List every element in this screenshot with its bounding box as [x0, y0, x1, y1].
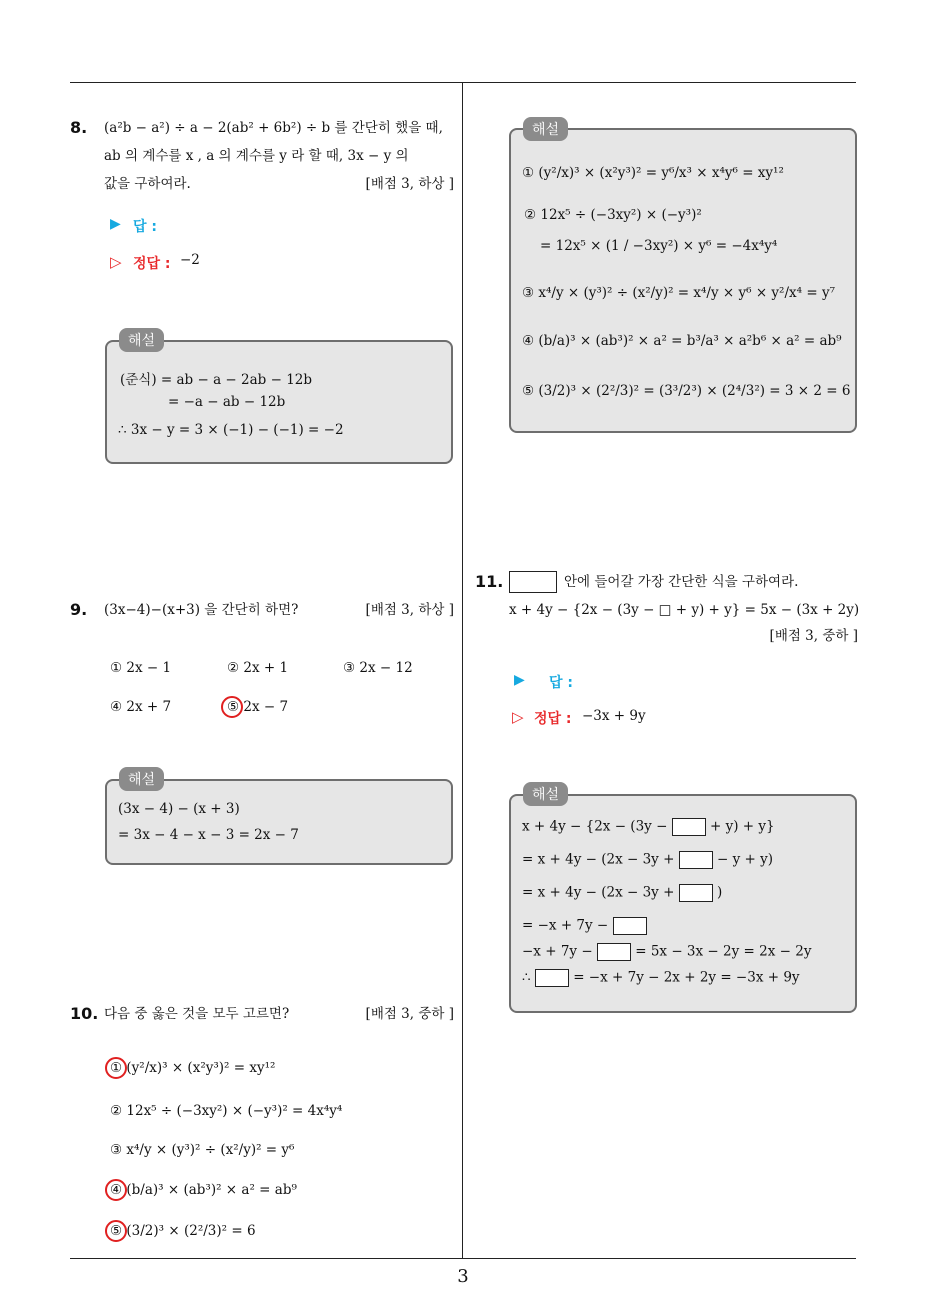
- q10-explain-line: ② 12x⁵ ÷ (−3xy²) × (−y³)²: [524, 207, 702, 223]
- q10-option-5[interactable]: ⑤ (3/2)³ × (2²/3)² = 6: [110, 1223, 256, 1239]
- q11-explain-tag: 해설: [523, 782, 568, 806]
- q10-explain-line: = 12x⁵ × (1 / −3xy²) × y⁶ = −4x⁴y⁴: [540, 238, 778, 254]
- q11-explain-line: [522, 917, 647, 935]
- selected-mark-icon: [105, 1057, 127, 1079]
- correct-arrow-icon: ▷: [110, 253, 122, 271]
- blank-box: [613, 917, 647, 935]
- q11-explain-line: [522, 884, 722, 902]
- q9-option-2[interactable]: ② 2x + 1: [227, 660, 289, 676]
- q10-explain-line: ⑤ (3/2)³ × (2²/3)² = (3³/2³) × (2⁴/3²) = 3 × 2 = 6: [522, 383, 851, 399]
- expr: x + 4y − {2x − (3y −: [522, 818, 668, 835]
- q9-option-1[interactable]: ① 2x − 1: [110, 660, 172, 676]
- q9-explain-box: [105, 779, 453, 865]
- blank-box: [679, 851, 713, 869]
- correct-arrow-icon: ▷: [512, 708, 524, 726]
- expr: = −x + 7y − 2x + 2y = −3x + 9y: [573, 969, 800, 986]
- selected-mark-icon: [221, 696, 243, 718]
- q11-text: 안에 들어갈 가장 간단한 식을 구하여라.: [564, 574, 799, 590]
- blank-box: [679, 884, 713, 902]
- q8-line1: (a²b − a²) ÷ a − 2(ab² + 6b²) ÷ b 를 간단히 했을 때,: [104, 120, 443, 136]
- q10-option-3[interactable]: ③ x⁴/y × (y³)² ÷ (x²/y)² = y⁶: [110, 1142, 295, 1158]
- answer-arrow-icon: ▶: [110, 216, 121, 232]
- q11-equation: x + 4y − {2x − (3y − □ + y) + y} = 5x − (3x + 2y): [509, 602, 860, 618]
- q10-explain-line: ① (y²/x)³ × (x²y³)² = y⁶/x³ × x⁴y⁶ = xy¹²: [522, 165, 784, 181]
- q10-option-4[interactable]: ④ (b/a)³ × (ab³)² × a² = ab⁹: [110, 1182, 297, 1198]
- q8-explain-tag: 해설: [119, 328, 164, 352]
- q8-explain-line: = −a − ab − 12b: [168, 394, 286, 410]
- page-number: 3: [457, 1266, 469, 1287]
- expr: −x + 7y −: [522, 943, 593, 960]
- q8-line3: 값을 구하여라.: [104, 176, 191, 192]
- q9-option-5[interactable]: ⑤ 2x − 7: [227, 699, 289, 715]
- expr: ): [717, 884, 723, 901]
- q11-explain-line: [522, 969, 800, 987]
- q10-score: [배점 3, 중하 ]: [365, 1006, 454, 1022]
- expr: = −x + 7y −: [522, 917, 609, 934]
- q11-number: 11.: [475, 572, 504, 591]
- q10-explain-line: ③ x⁴/y × (y³)² ÷ (x²/y)² = x⁴/y × y⁶ × y²/x⁴ = y⁷: [522, 285, 835, 301]
- q8-score: [배점 3, 하상 ]: [365, 176, 454, 192]
- selected-mark-icon: [105, 1179, 127, 1201]
- q11-explain-line: [522, 851, 773, 869]
- q11-answer-label: 답 :: [549, 675, 573, 691]
- q9-score: [배점 3, 하상 ]: [365, 602, 454, 618]
- q11-explain-line: [522, 818, 775, 836]
- answer-blank[interactable]: [509, 571, 557, 593]
- selected-mark-icon: [105, 1220, 127, 1242]
- q9-text: (3x−4)−(x+3) 을 간단히 하면?: [104, 602, 299, 618]
- q10-option-1[interactable]: ① (y²/x)³ × (x²y³)² = xy¹²: [110, 1060, 276, 1076]
- footer-rule: [70, 1258, 856, 1259]
- q11-score: [배점 3, 중하 ]: [769, 628, 858, 644]
- q10-explain-line: ④ (b/a)³ × (ab³)² × a² = b³/a³ × a²b⁶ × a² = ab⁹: [522, 333, 842, 349]
- q8-line2: ab 의 계수를 x , a 의 계수를 y 라 할 때, 3x − y 의: [104, 148, 409, 164]
- expr: = x + 4y − (2x − 3y +: [522, 884, 675, 901]
- q9-number: 9.: [70, 600, 88, 619]
- q10-explain-tag: 해설: [523, 117, 568, 141]
- q10-number: 10.: [70, 1004, 99, 1023]
- q10-text: 다음 중 옳은 것을 모두 고르면?: [104, 1006, 290, 1022]
- blank-box: [672, 818, 706, 836]
- expr: = 5x − 3x − 2y = 2x − 2y: [635, 943, 812, 960]
- q11-correct-label: 정답 :: [534, 711, 572, 727]
- q9-explain-line: = 3x − 4 − x − 3 = 2x − 7: [118, 827, 299, 843]
- q8-correct-label: 정답 :: [133, 256, 171, 272]
- expr: ∴: [522, 969, 531, 986]
- q11-correct-value: −3x + 9y: [582, 708, 646, 724]
- q8-correct-value: −2: [180, 252, 200, 268]
- q9-explain-line: (3x − 4) − (x + 3): [118, 801, 240, 817]
- expr: + y) + y}: [709, 818, 775, 835]
- q11-explain-line: [522, 943, 811, 961]
- q8-explain-line: (준식) = ab − a − 2ab − 12b: [120, 372, 313, 388]
- blank-box: [597, 943, 631, 961]
- blank-box: [535, 969, 569, 987]
- q9-option-3[interactable]: ③ 2x − 12: [343, 660, 413, 676]
- q8-number: 8.: [70, 118, 88, 137]
- expr: = x + 4y − (2x − 3y +: [522, 851, 675, 868]
- answer-arrow-icon: ▶: [514, 672, 525, 688]
- header-rule: [70, 82, 856, 83]
- q8-explain-line: ∴ 3x − y = 3 × (−1) − (−1) = −2: [118, 422, 344, 438]
- column-divider: [462, 82, 463, 1258]
- q9-option-4[interactable]: ④ 2x + 7: [110, 699, 172, 715]
- q8-answer-label: 답 :: [133, 219, 157, 235]
- q10-option-2[interactable]: ② 12x⁵ ÷ (−3xy²) × (−y³)² = 4x⁴y⁴: [110, 1103, 343, 1119]
- expr: − y + y): [717, 851, 774, 868]
- q9-explain-tag: 해설: [119, 767, 164, 791]
